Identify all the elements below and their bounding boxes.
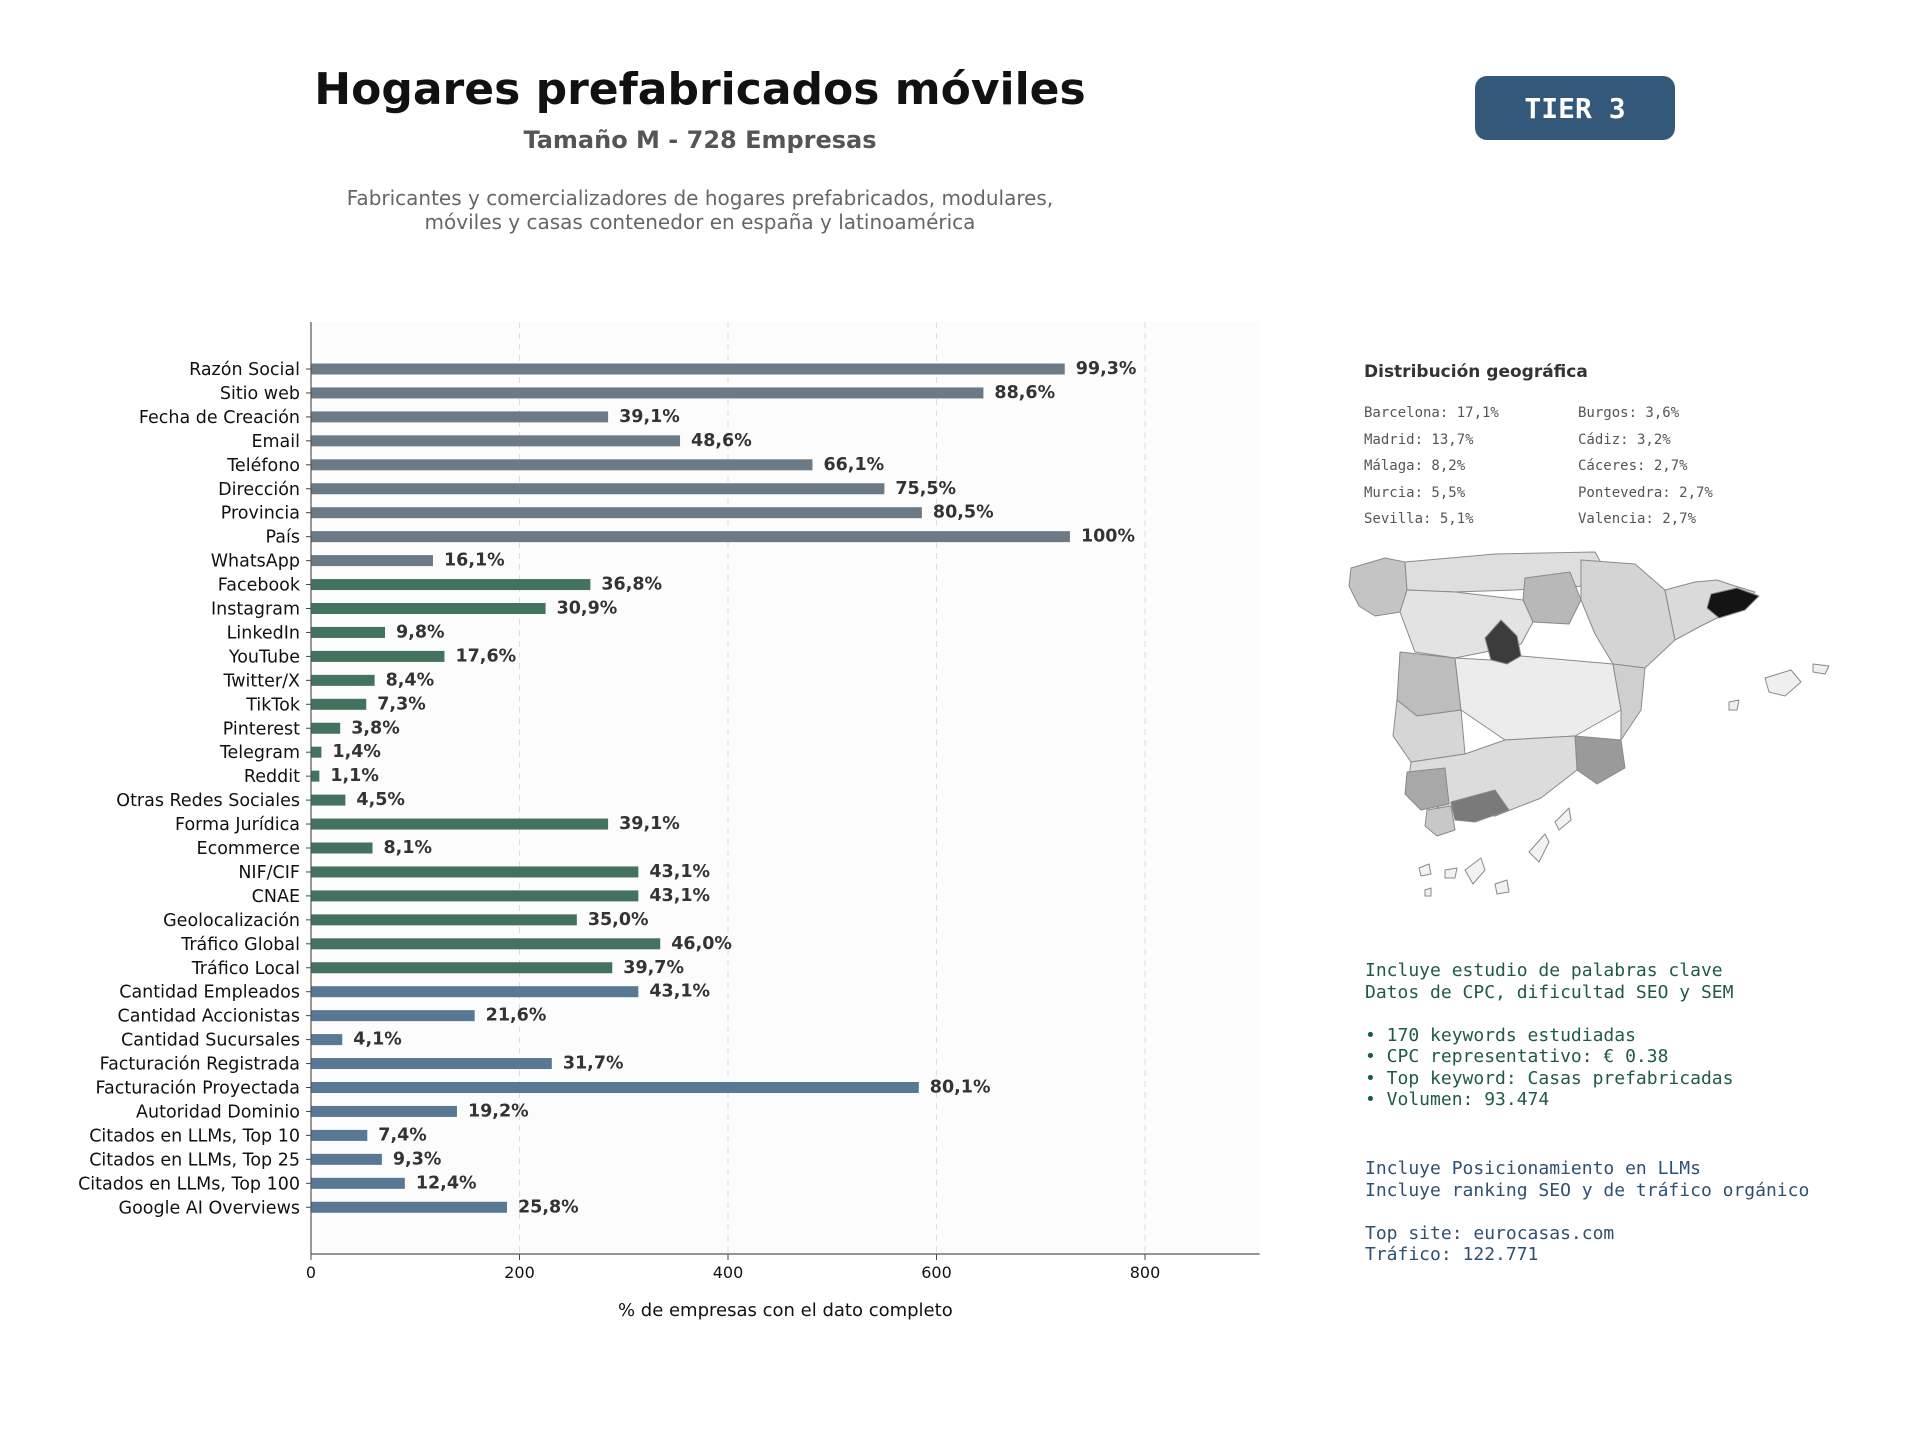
- data-label: 36,8%: [601, 574, 663, 595]
- bar: [311, 1106, 457, 1117]
- bar: [311, 675, 375, 686]
- top-site-traffic: Tráfico: 122.771: [1365, 1244, 1539, 1265]
- bar: [311, 483, 884, 494]
- tier-badge: TIER 3: [1475, 76, 1675, 140]
- description-line: móviles y casas contenedor en españa y latinoamérica: [424, 210, 976, 234]
- y-tick-label: TikTok: [246, 695, 300, 716]
- map-region-cadiz: [1425, 806, 1455, 836]
- y-tick-label: Pinterest: [222, 719, 300, 740]
- bar: [311, 723, 340, 734]
- map-region-canarias-7: [1425, 888, 1431, 896]
- bar: [311, 1154, 382, 1165]
- data-label: 30,9%: [556, 598, 618, 619]
- data-label: 1,4%: [332, 742, 381, 763]
- page-subtitle: Tamaño M - 728 Empresas: [523, 126, 877, 154]
- data-label: 99,3%: [1075, 359, 1137, 379]
- data-label: 4,5%: [356, 790, 405, 811]
- top-site: Top site: eurocasas.com: [1365, 1222, 1615, 1244]
- y-tick-label: Tráfico Global: [181, 934, 300, 955]
- bar: [311, 1010, 475, 1021]
- map-region-canarias-2: [1445, 868, 1457, 878]
- y-tick-label: Instagram: [210, 599, 300, 620]
- bar: [311, 866, 638, 877]
- llm-line: Incluye Posicionamiento en LLMs: [1365, 1158, 1701, 1179]
- data-label: 17,6%: [455, 646, 517, 667]
- bar: [311, 459, 812, 470]
- data-label: 39,1%: [619, 814, 680, 835]
- y-tick-label: Cantidad Empleados: [119, 982, 300, 1003]
- y-tick-label: Citados en LLMs, Top 10: [89, 1126, 300, 1147]
- bar: [311, 1034, 342, 1045]
- data-label: 43,1%: [649, 861, 711, 882]
- y-tick-label: Citados en LLMs, Top 25: [89, 1150, 300, 1171]
- x-tick-label: 200: [504, 1263, 535, 1282]
- map-region-mallorca: [1765, 670, 1801, 696]
- data-label: 31,7%: [562, 1053, 624, 1074]
- geo-list-right: [1578, 400, 1713, 533]
- y-tick-label: Email: [251, 431, 300, 452]
- data-label: 19,2%: [467, 1101, 529, 1122]
- bar: [311, 1082, 919, 1093]
- y-tick-label: Ecommerce: [196, 839, 300, 859]
- x-tick-label: 400: [712, 1263, 744, 1282]
- x-tick-label: 0: [305, 1263, 317, 1282]
- description-line: Fabricantes y comercializadores de hogares prefabricados, modulares,: [346, 186, 1054, 210]
- data-label: 3,8%: [351, 718, 400, 739]
- data-label: 88,6%: [994, 382, 1056, 403]
- page-title: Hogares prefabricados móviles: [314, 64, 1086, 115]
- bar: [311, 507, 922, 518]
- geo-item: Madrid: 13,7%: [1364, 431, 1474, 448]
- bar: [311, 579, 590, 590]
- geo-item: Barcelona: 17,1%: [1364, 405, 1499, 421]
- y-tick-label: Cantidad Sucursales: [121, 1030, 300, 1051]
- keywords-line: Datos de CPC, dificultad SEO y SEM: [1365, 981, 1734, 1003]
- y-tick-label: Reddit: [243, 767, 300, 788]
- y-tick-label: CNAE: [251, 886, 300, 907]
- data-label: 8,4%: [385, 670, 435, 691]
- data-label: 39,7%: [623, 957, 685, 978]
- bar: [311, 555, 433, 566]
- y-tick-label: YouTube: [228, 647, 300, 668]
- geo-item: Murcia: 5,5%: [1364, 484, 1466, 501]
- geo-item: Sevilla: 5,1%: [1364, 511, 1474, 527]
- y-tick-label: Telegram: [219, 743, 300, 764]
- map-region-canarias-4: [1495, 880, 1509, 894]
- data-label: 66,1%: [823, 454, 885, 475]
- keywords-line: Incluye estudio de palabras clave: [1365, 960, 1723, 981]
- bar: [311, 771, 319, 782]
- x-tick-label: 800: [1129, 1263, 1161, 1282]
- geo-item: Burgos: 3,6%: [1578, 405, 1680, 421]
- bar: [311, 795, 345, 806]
- data-label: 43,1%: [649, 981, 711, 1002]
- y-tick-label: Otras Redes Sociales: [116, 791, 300, 812]
- y-tick-label: Razón Social: [189, 360, 300, 380]
- map-region-burgos: [1523, 572, 1581, 624]
- data-label: 80,5%: [932, 502, 994, 523]
- data-label: 25,8%: [517, 1197, 579, 1218]
- data-label: 12,4%: [415, 1173, 477, 1194]
- y-tick-label: Dirección: [218, 479, 300, 500]
- y-tick-label: Tráfico Local: [191, 958, 300, 979]
- data-label: 35,0%: [587, 909, 649, 930]
- map-region-galicia: [1349, 558, 1407, 616]
- bar: [311, 435, 680, 446]
- bar: [311, 1130, 367, 1141]
- bar: [311, 843, 373, 854]
- data-label: 46,0%: [671, 933, 732, 954]
- data-label: 9,3%: [392, 1149, 442, 1170]
- map-region-canarias-6: [1555, 808, 1571, 830]
- data-label: 48,6%: [691, 430, 752, 451]
- x-tick-label: 600: [921, 1263, 952, 1282]
- y-tick-label: NIF/CIF: [238, 862, 300, 883]
- y-tick-label: Google AI Overviews: [118, 1198, 300, 1219]
- bar: [311, 411, 608, 422]
- llm-line: Incluye ranking SEO y de tráfico orgánico: [1365, 1179, 1810, 1201]
- y-tick-label: Provincia: [220, 503, 300, 524]
- bar: [311, 986, 638, 997]
- llm-block: [1365, 1158, 1809, 1266]
- y-tick-label: Facebook: [217, 575, 300, 596]
- bar: [311, 914, 577, 925]
- map-region-ibiza: [1729, 700, 1739, 710]
- bar: [311, 627, 385, 638]
- bar-chart: [0, 300, 1300, 1350]
- keywords-bullet: • Volumen: 93.474: [1365, 1089, 1550, 1110]
- data-label: 100%: [1080, 526, 1136, 547]
- map-region-caceres: [1397, 652, 1461, 716]
- bar: [311, 531, 1070, 542]
- bar: [311, 962, 612, 973]
- map-region-canarias-1: [1419, 864, 1431, 876]
- y-tick-label: Teléfono: [227, 455, 300, 476]
- data-label: 7,4%: [378, 1125, 427, 1146]
- bar: [311, 819, 608, 830]
- keywords-bullet: • CPC representativo: € 0.38: [1365, 1046, 1669, 1067]
- y-tick-label: Cantidad Accionistas: [117, 1006, 300, 1027]
- map-region-canarias-3: [1465, 858, 1485, 884]
- bar: [311, 699, 366, 710]
- map-region-castilla-mancha: [1455, 656, 1621, 740]
- x-axis-label: % de empresas con el dato completo: [617, 1300, 953, 1321]
- bar: [311, 890, 638, 901]
- keywords-bullet: • 170 keywords estudiadas: [1365, 1024, 1636, 1046]
- data-label: 16,1%: [443, 550, 505, 571]
- data-label: 1,1%: [330, 766, 379, 787]
- y-tick-label: LinkedIn: [226, 623, 300, 644]
- map-region-menorca: [1813, 664, 1829, 674]
- y-tick-label: Fecha de Creación: [138, 407, 300, 428]
- geo-item: Cáceres: 2,7%: [1578, 458, 1688, 474]
- data-label: 4,1%: [353, 1029, 402, 1050]
- bar: [311, 1202, 507, 1213]
- bar: [311, 364, 1065, 375]
- y-tick-label: Geolocalización: [163, 910, 300, 931]
- y-tick-label: Citados en LLMs, Top 100: [78, 1174, 300, 1195]
- y-tick-label: WhatsApp: [210, 551, 300, 572]
- bar: [311, 1058, 552, 1069]
- page-description: [300, 186, 1100, 234]
- y-tick-label: Twitter/X: [223, 671, 300, 692]
- map-region-sevilla: [1405, 768, 1449, 810]
- y-tick-label: Forma Jurídica: [175, 815, 300, 836]
- data-label: 8,1%: [383, 838, 433, 858]
- data-label: 43,1%: [649, 885, 711, 906]
- map-region-canarias-5: [1529, 834, 1549, 862]
- y-tick-label: Autoridad Dominio: [136, 1102, 300, 1123]
- geo-item: Valencia: 2,7%: [1578, 511, 1697, 527]
- y-tick-label: Sitio web: [219, 383, 300, 404]
- keywords-block: [1365, 960, 1733, 1111]
- keywords-bullet: • Top keyword: Casas prefabricadas: [1365, 1067, 1734, 1089]
- data-label: 7,3%: [377, 694, 426, 715]
- geo-list-left: [1364, 400, 1499, 533]
- data-label: 9,8%: [396, 622, 445, 643]
- y-tick-label: País: [265, 527, 300, 548]
- map-region-murcia: [1575, 736, 1625, 784]
- geo-item: Pontevedra: 2,7%: [1578, 484, 1713, 501]
- bar: [311, 938, 660, 949]
- geo-title: Distribución geográfica: [1364, 362, 1588, 382]
- data-label: 39,1%: [619, 406, 680, 427]
- bar: [311, 603, 546, 614]
- data-label: 80,1%: [929, 1077, 991, 1098]
- spain-map: [1345, 540, 1855, 910]
- map-region-aragon-navarra: [1581, 560, 1675, 668]
- bar: [311, 387, 983, 398]
- bar: [311, 747, 321, 758]
- bar: [311, 1178, 405, 1189]
- y-tick-label: Facturación Registrada: [99, 1054, 300, 1075]
- data-label: 21,6%: [485, 1005, 547, 1026]
- data-label: 75,5%: [895, 478, 957, 499]
- y-tick-label: Facturación Proyectada: [95, 1078, 300, 1099]
- bar: [311, 651, 444, 662]
- geo-item: Cádiz: 3,2%: [1578, 431, 1671, 448]
- geo-item: Málaga: 8,2%: [1364, 458, 1466, 474]
